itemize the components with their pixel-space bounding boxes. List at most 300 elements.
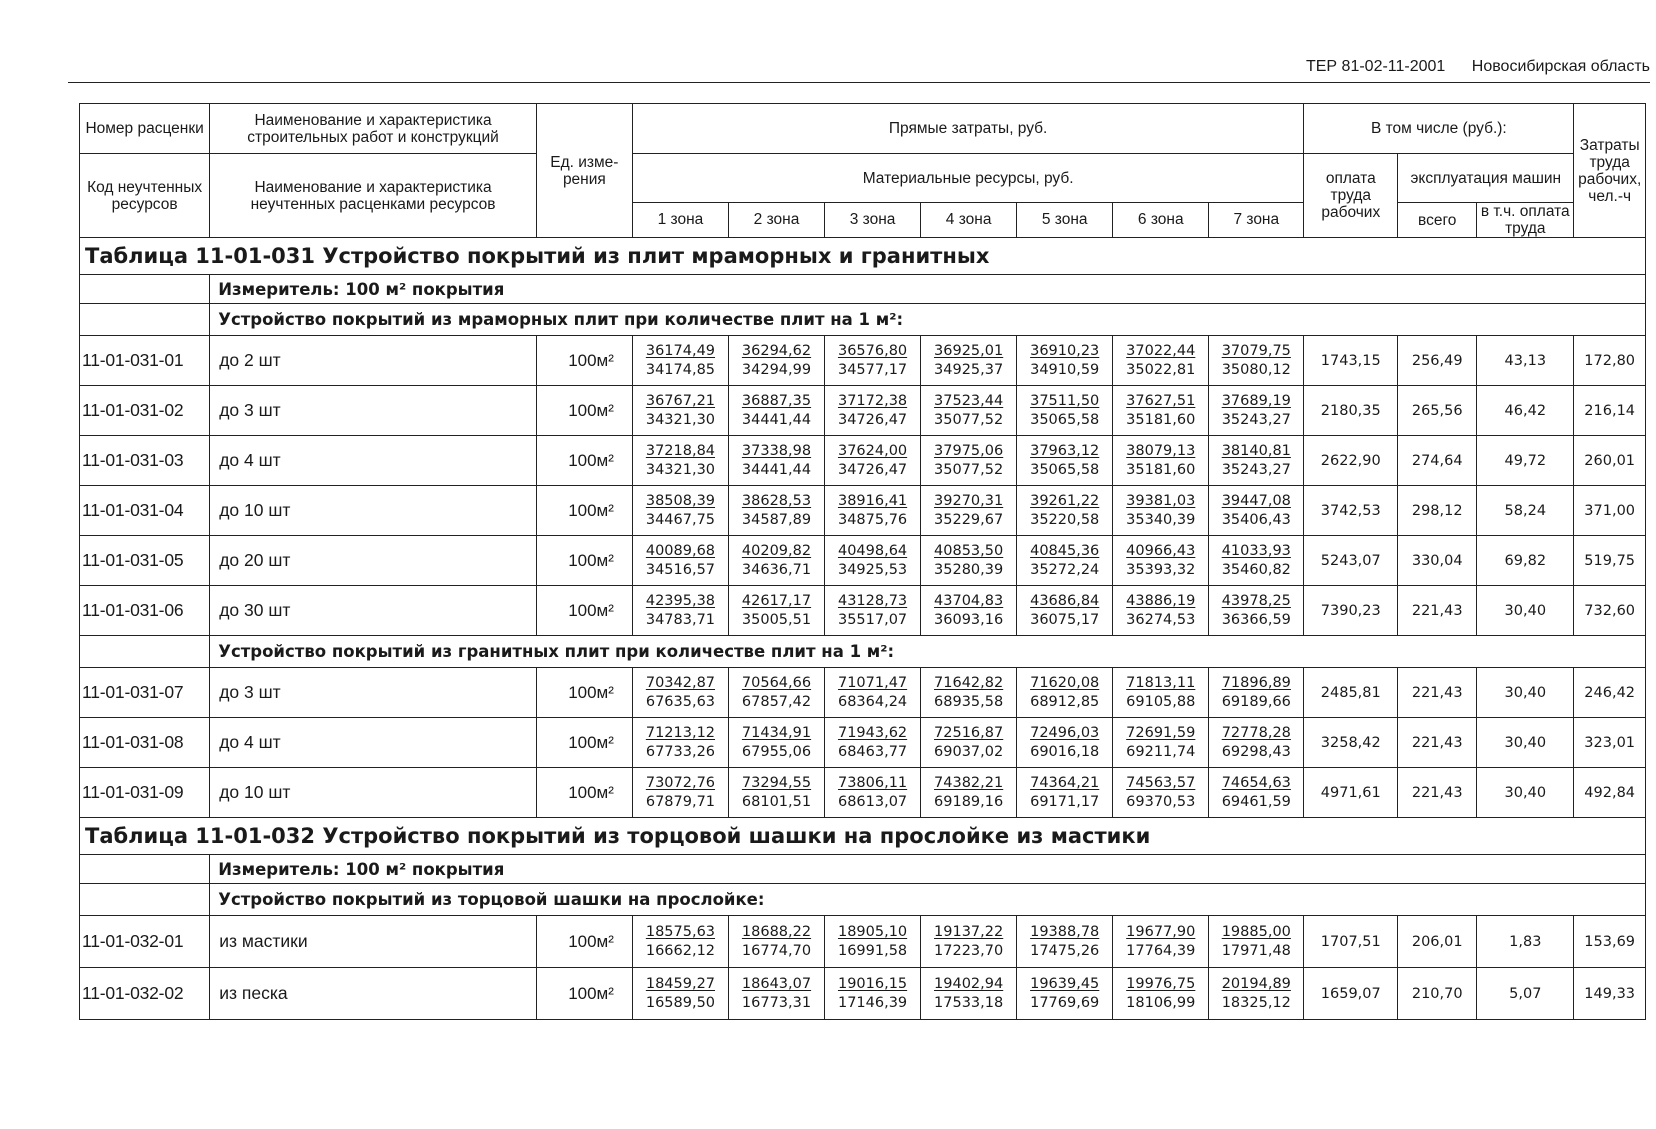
direct-cost-value: 73806,11 [837, 774, 908, 791]
direct-cost-value: 36925,01 [934, 342, 1004, 359]
zone-price-cell [825, 586, 921, 636]
empty-cell [80, 855, 210, 884]
material-cost-value: 35077,52 [934, 411, 1004, 428]
col-machines-header: эксплуатация машин [1398, 154, 1574, 203]
machines-wage-value: 30,40 [1477, 586, 1574, 636]
zone-price-cell [921, 718, 1017, 768]
material-cost-value: 18325,12 [1221, 994, 1291, 1011]
wage-value: 3742,53 [1304, 486, 1398, 536]
zone-price-cell [921, 436, 1017, 486]
direct-cost-value: 43704,83 [934, 592, 1004, 609]
machines-wage-value: 30,40 [1477, 768, 1574, 818]
measure-row [80, 275, 1646, 304]
zone-price-cell [1113, 718, 1209, 768]
wage-value: 1659,07 [1304, 968, 1398, 1020]
table-row [80, 386, 1646, 436]
material-cost-value: 68912,85 [1030, 693, 1100, 710]
zone-price-cell [825, 768, 921, 818]
direct-cost-value: 71642,82 [934, 674, 1004, 691]
table-title: Таблица 11-01-032 Устройство покрытий из торцовой шашки на прослойке из мастики [80, 818, 1646, 855]
direct-cost-value: 42617,17 [741, 592, 812, 609]
labor-value: 260,01 [1574, 436, 1646, 486]
direct-cost-value: 19402,94 [934, 975, 1004, 992]
zone-price-cell [1017, 768, 1113, 818]
machines-wage-value: 30,40 [1477, 718, 1574, 768]
labor-value: 732,60 [1574, 586, 1646, 636]
direct-cost-value: 40966,43 [1126, 542, 1196, 559]
direct-cost-value: 37079,75 [1221, 342, 1291, 359]
material-cost-value: 35022,81 [1126, 361, 1196, 378]
zone-price-cell [632, 386, 728, 436]
zone-header: 4 зона [921, 203, 1017, 238]
zone-price-cell [632, 586, 728, 636]
page-header [0, 58, 1650, 76]
zone-price-cell [1209, 668, 1304, 718]
measure-row [80, 855, 1646, 884]
rate-code: 11-01-031-07 [80, 668, 210, 718]
rate-code: 11-01-031-01 [80, 336, 210, 386]
labor-value: 371,00 [1574, 486, 1646, 536]
direct-cost-value: 19885,00 [1221, 923, 1291, 940]
rate-code: 11-01-031-03 [80, 436, 210, 486]
zone-header: 7 зона [1209, 203, 1304, 238]
machines-wage-value: 58,24 [1477, 486, 1574, 536]
zone-price-cell [632, 968, 728, 1020]
col-unit-header: Ед. изме- рения [536, 104, 632, 238]
material-cost-value: 68613,07 [837, 793, 908, 810]
zone-price-cell [1017, 668, 1113, 718]
direct-cost-value: 37975,06 [934, 442, 1004, 459]
material-cost-value: 17146,39 [837, 994, 908, 1011]
machines-value: 206,01 [1398, 916, 1477, 968]
direct-cost-value: 39261,22 [1030, 492, 1100, 509]
material-cost-value: 68364,24 [837, 693, 908, 710]
zone-price-cell [921, 586, 1017, 636]
labor-value: 216,14 [1574, 386, 1646, 436]
zone-price-cell [1209, 586, 1304, 636]
wage-value: 2622,90 [1304, 436, 1398, 486]
zone-price-cell [1209, 916, 1304, 968]
machines-value: 221,43 [1398, 718, 1477, 768]
table-title-row [80, 818, 1646, 855]
zone-price-cell [728, 436, 824, 486]
zone-price-cell [728, 586, 824, 636]
empty-cell [80, 884, 210, 916]
direct-cost-value: 74364,21 [1030, 774, 1100, 791]
direct-cost-value: 74654,63 [1221, 774, 1291, 791]
material-cost-value: 34726,47 [837, 461, 908, 478]
direct-cost-value: 38508,39 [645, 492, 716, 509]
material-cost-value: 35181,60 [1126, 411, 1196, 428]
labor-value: 153,69 [1574, 916, 1646, 968]
material-cost-value: 34875,76 [837, 511, 908, 528]
doc-code: ТЕР 81-02-11-2001 [1305, 58, 1446, 75]
material-cost-value: 35220,58 [1030, 511, 1100, 528]
zone-price-cell [632, 536, 728, 586]
direct-cost-value: 37218,84 [645, 442, 716, 459]
rate-unit: 100м² [536, 668, 632, 718]
material-cost-value: 35181,60 [1126, 461, 1196, 478]
col-incl-header: В том числе (руб.): [1304, 104, 1574, 154]
labor-value: 492,84 [1574, 768, 1646, 818]
group-row [80, 636, 1646, 668]
zone-price-cell [1113, 336, 1209, 386]
wage-value: 2180,35 [1304, 386, 1398, 436]
machines-value: 221,43 [1398, 768, 1477, 818]
zone-price-cell [728, 336, 824, 386]
direct-cost-value: 71620,08 [1030, 674, 1100, 691]
material-cost-value: 67733,26 [645, 743, 716, 760]
zone-header: 2 зона [728, 203, 824, 238]
material-cost-value: 35243,27 [1221, 461, 1291, 478]
rate-unit: 100м² [536, 436, 632, 486]
zone-price-cell [825, 536, 921, 586]
zone-price-cell [825, 486, 921, 536]
direct-cost-value: 38628,53 [741, 492, 812, 509]
direct-cost-value: 74382,21 [934, 774, 1004, 791]
zone-price-cell [1113, 916, 1209, 968]
material-cost-value: 68463,77 [837, 743, 908, 760]
zone-price-cell [1113, 586, 1209, 636]
zone-price-cell [1209, 768, 1304, 818]
rate-name: до 4 шт [210, 436, 537, 486]
zone-header: 6 зона [1113, 203, 1209, 238]
material-cost-value: 69189,16 [934, 793, 1004, 810]
material-cost-value: 36366,59 [1221, 611, 1291, 628]
machines-value: 265,56 [1398, 386, 1477, 436]
zone-price-cell [1209, 968, 1304, 1020]
zone-price-cell [1017, 586, 1113, 636]
material-cost-value: 34467,75 [645, 511, 716, 528]
direct-cost-value: 20194,89 [1221, 975, 1291, 992]
material-cost-value: 69016,18 [1030, 743, 1100, 760]
group-row [80, 304, 1646, 336]
zone-price-cell [1017, 436, 1113, 486]
zone-price-cell [1209, 386, 1304, 436]
direct-cost-value: 72778,28 [1221, 724, 1291, 741]
rate-code: 11-01-031-05 [80, 536, 210, 586]
labor-value: 246,42 [1574, 668, 1646, 718]
material-cost-value: 35393,32 [1126, 561, 1196, 578]
col-wage-header: оплата труда рабочих [1304, 154, 1398, 238]
machines-wage-value: 69,82 [1477, 536, 1574, 586]
rate-name: до 30 шт [210, 586, 537, 636]
labor-value: 519,75 [1574, 536, 1646, 586]
material-cost-value: 34294,99 [741, 361, 812, 378]
rate-name: до 10 шт [210, 486, 537, 536]
zone-price-cell [1017, 336, 1113, 386]
table-row [80, 718, 1646, 768]
table-row [80, 916, 1646, 968]
zone-price-cell [632, 718, 728, 768]
rate-name: до 2 шт [210, 336, 537, 386]
material-cost-value: 34910,59 [1030, 361, 1100, 378]
rate-name: до 20 шт [210, 536, 537, 586]
empty-cell [80, 304, 210, 336]
material-cost-value: 16589,50 [645, 994, 716, 1011]
material-cost-value: 35077,52 [934, 461, 1004, 478]
material-cost-value: 35065,58 [1030, 411, 1100, 428]
group-row [80, 884, 1646, 916]
header-row-1 [80, 104, 1646, 154]
direct-cost-value: 18459,27 [645, 975, 716, 992]
direct-cost-value: 73294,55 [741, 774, 812, 791]
direct-cost-value: 70342,87 [645, 674, 716, 691]
empty-cell [80, 275, 210, 304]
material-cost-value: 34516,57 [645, 561, 716, 578]
machines-value: 274,64 [1398, 436, 1477, 486]
zone-price-cell [1209, 436, 1304, 486]
material-cost-value: 17971,48 [1221, 942, 1291, 959]
material-cost-value: 68101,51 [741, 793, 812, 810]
zone-price-cell [825, 668, 921, 718]
table-row [80, 668, 1646, 718]
material-cost-value: 35517,07 [837, 611, 908, 628]
zone-price-cell [728, 386, 824, 436]
zone-price-cell [1113, 436, 1209, 486]
rate-code: 11-01-031-08 [80, 718, 210, 768]
direct-cost-value: 43686,84 [1030, 592, 1100, 609]
material-cost-value: 17533,18 [934, 994, 1004, 1011]
zone-price-cell [1209, 718, 1304, 768]
material-cost-value: 17769,69 [1030, 994, 1100, 1011]
rate-name: из песка [210, 968, 537, 1020]
rate-code: 11-01-031-06 [80, 586, 210, 636]
machines-wage-value: 43,13 [1477, 336, 1574, 386]
direct-cost-value: 19388,78 [1030, 923, 1100, 940]
direct-cost-value: 36576,80 [837, 342, 908, 359]
rate-unit: 100м² [536, 916, 632, 968]
direct-cost-value: 38916,41 [837, 492, 908, 509]
material-cost-value: 17223,70 [934, 942, 1004, 959]
zone-price-cell [825, 968, 921, 1020]
direct-cost-value: 71213,12 [645, 724, 716, 741]
material-cost-value: 18106,99 [1126, 994, 1196, 1011]
direct-cost-value: 40209,82 [741, 542, 812, 559]
direct-cost-value: 39270,31 [934, 492, 1004, 509]
zone-price-cell [1209, 536, 1304, 586]
wage-value: 1743,15 [1304, 336, 1398, 386]
zone-price-cell [1017, 968, 1113, 1020]
direct-cost-value: 18905,10 [837, 923, 908, 940]
col-machines-wage-header: в т.ч. оплата труда [1477, 203, 1574, 238]
table-row [80, 536, 1646, 586]
material-cost-value: 16991,58 [837, 942, 908, 959]
direct-cost-value: 38140,81 [1221, 442, 1291, 459]
zone-price-cell [1113, 536, 1209, 586]
zone-price-cell [921, 668, 1017, 718]
wage-value: 7390,23 [1304, 586, 1398, 636]
zone-price-cell [1017, 718, 1113, 768]
col-number-header: Номер расценки [80, 104, 210, 154]
material-cost-value: 34174,85 [645, 361, 716, 378]
zone-price-cell [728, 968, 824, 1020]
material-cost-value: 34577,17 [837, 361, 908, 378]
direct-cost-value: 37172,38 [837, 392, 908, 409]
col-materials-header: Материальные ресурсы, руб. [632, 154, 1303, 203]
rate-name: из мастики [210, 916, 537, 968]
direct-cost-value: 40089,68 [645, 542, 716, 559]
material-cost-value: 67955,06 [741, 743, 812, 760]
table-row [80, 336, 1646, 386]
machines-wage-value: 46,42 [1477, 386, 1574, 436]
zone-price-cell [632, 486, 728, 536]
material-cost-value: 34925,37 [934, 361, 1004, 378]
wage-value: 4971,61 [1304, 768, 1398, 818]
material-cost-value: 34636,71 [741, 561, 812, 578]
direct-cost-value: 37511,50 [1030, 392, 1100, 409]
table-row [80, 436, 1646, 486]
zone-price-cell [632, 336, 728, 386]
direct-cost-value: 43128,73 [837, 592, 908, 609]
rate-name: до 4 шт [210, 718, 537, 768]
labor-value: 323,01 [1574, 718, 1646, 768]
direct-cost-value: 70564,66 [741, 674, 812, 691]
material-cost-value: 35080,12 [1221, 361, 1291, 378]
direct-cost-value: 18643,07 [741, 975, 812, 992]
direct-cost-value: 40498,64 [837, 542, 908, 559]
material-cost-value: 34587,89 [741, 511, 812, 528]
group-label: Устройство покрытий из мраморных плит при количестве плит на 1 м²: [210, 304, 1646, 336]
table-row [80, 968, 1646, 1020]
material-cost-value: 35229,67 [934, 511, 1004, 528]
labor-value: 172,80 [1574, 336, 1646, 386]
machines-value: 221,43 [1398, 668, 1477, 718]
direct-cost-value: 37627,51 [1126, 392, 1196, 409]
rates-table [79, 103, 1646, 1020]
direct-cost-value: 37624,00 [837, 442, 908, 459]
labor-value: 149,33 [1574, 968, 1646, 1020]
zone-price-cell [921, 336, 1017, 386]
direct-cost-value: 38079,13 [1126, 442, 1196, 459]
direct-cost-value: 41033,93 [1221, 542, 1291, 559]
direct-cost-value: 37022,44 [1126, 342, 1196, 359]
rate-code: 11-01-031-09 [80, 768, 210, 818]
material-cost-value: 35272,24 [1030, 561, 1100, 578]
direct-cost-value: 71071,47 [837, 674, 908, 691]
direct-cost-value: 19639,45 [1030, 975, 1100, 992]
zone-price-cell [1017, 916, 1113, 968]
rate-code: 11-01-032-02 [80, 968, 210, 1020]
zone-price-cell [728, 768, 824, 818]
direct-cost-value: 42395,38 [645, 592, 716, 609]
material-cost-value: 69189,66 [1221, 693, 1291, 710]
zone-price-cell [1017, 486, 1113, 536]
rate-unit: 100м² [536, 486, 632, 536]
direct-cost-value: 37963,12 [1030, 442, 1100, 459]
material-cost-value: 35005,51 [741, 611, 812, 628]
rate-code: 11-01-031-04 [80, 486, 210, 536]
measure-label: Измеритель: 100 м² покрытия [210, 275, 1646, 304]
direct-cost-value: 18575,63 [645, 923, 716, 940]
rate-name: до 3 шт [210, 668, 537, 718]
material-cost-value: 69211,74 [1126, 743, 1196, 760]
material-cost-value: 69461,59 [1221, 793, 1291, 810]
direct-cost-value: 71813,11 [1126, 674, 1196, 691]
material-cost-value: 69105,88 [1126, 693, 1196, 710]
material-cost-value: 34441,44 [741, 411, 812, 428]
zone-header: 5 зона [1017, 203, 1113, 238]
zone-price-cell [632, 668, 728, 718]
header-rule [68, 82, 1650, 83]
col-machines-total-header: всего [1398, 203, 1477, 238]
zone-price-cell [825, 386, 921, 436]
material-cost-value: 35280,39 [934, 561, 1004, 578]
direct-cost-value: 72691,59 [1126, 724, 1196, 741]
zone-price-cell [921, 486, 1017, 536]
direct-cost-value: 19976,75 [1126, 975, 1196, 992]
direct-cost-value: 19137,22 [934, 923, 1004, 940]
direct-cost-value: 43978,25 [1221, 592, 1291, 609]
zone-price-cell [921, 916, 1017, 968]
rate-unit: 100м² [536, 768, 632, 818]
zone-price-cell [632, 768, 728, 818]
col-code-header: Код неучтенных ресурсов [80, 154, 210, 238]
zone-price-cell [921, 386, 1017, 436]
machines-wage-value: 30,40 [1477, 668, 1574, 718]
group-label: Устройство покрытий из гранитных плит при количестве плит на 1 м²: [210, 636, 1646, 668]
zone-price-cell [728, 718, 824, 768]
zone-price-cell [1209, 336, 1304, 386]
direct-cost-value: 36174,49 [645, 342, 716, 359]
direct-cost-value: 71896,89 [1221, 674, 1291, 691]
rate-unit: 100м² [536, 586, 632, 636]
rate-unit: 100м² [536, 536, 632, 586]
machines-wage-value: 1,83 [1477, 916, 1574, 968]
zone-price-cell [825, 916, 921, 968]
col-direct-header: Прямые затраты, руб. [632, 104, 1303, 154]
wage-value: 2485,81 [1304, 668, 1398, 718]
direct-cost-value: 72516,87 [934, 724, 1004, 741]
material-cost-value: 69171,17 [1030, 793, 1100, 810]
zone-price-cell [728, 668, 824, 718]
direct-cost-value: 18688,22 [741, 923, 812, 940]
zone-price-cell [1017, 536, 1113, 586]
measure-label: Измеритель: 100 м² покрытия [210, 855, 1646, 884]
zone-header: 1 зона [632, 203, 728, 238]
zone-price-cell [1113, 386, 1209, 436]
machines-wage-value: 5,07 [1477, 968, 1574, 1020]
table-title: Таблица 11-01-031 Устройство покрытий из плит мраморных и гранитных [80, 238, 1646, 275]
direct-cost-value: 36294,62 [741, 342, 812, 359]
material-cost-value: 67879,71 [645, 793, 716, 810]
direct-cost-value: 37523,44 [934, 392, 1004, 409]
col-name2-header: Наименование и характеристика неучтенных расценками ресурсов [210, 154, 537, 238]
zone-price-cell [1017, 386, 1113, 436]
material-cost-value: 69370,53 [1126, 793, 1196, 810]
zone-price-cell [825, 436, 921, 486]
rate-name: до 3 шт [210, 386, 537, 436]
machines-value: 256,49 [1398, 336, 1477, 386]
material-cost-value: 16773,31 [741, 994, 812, 1011]
table-row [80, 586, 1646, 636]
table-title-row [80, 238, 1646, 275]
zone-price-cell [1113, 668, 1209, 718]
zone-price-cell [632, 916, 728, 968]
material-cost-value: 17475,26 [1030, 942, 1100, 959]
material-cost-value: 36093,16 [934, 611, 1004, 628]
material-cost-value: 36274,53 [1126, 611, 1196, 628]
direct-cost-value: 19016,15 [837, 975, 908, 992]
rate-name: до 10 шт [210, 768, 537, 818]
material-cost-value: 35406,43 [1221, 511, 1291, 528]
wage-value: 1707,51 [1304, 916, 1398, 968]
group-label: Устройство покрытий из торцовой шашки на прослойке: [210, 884, 1646, 916]
rate-unit: 100м² [536, 386, 632, 436]
direct-cost-value: 36767,21 [645, 392, 716, 409]
material-cost-value: 34783,71 [645, 611, 716, 628]
zone-price-cell [632, 436, 728, 486]
